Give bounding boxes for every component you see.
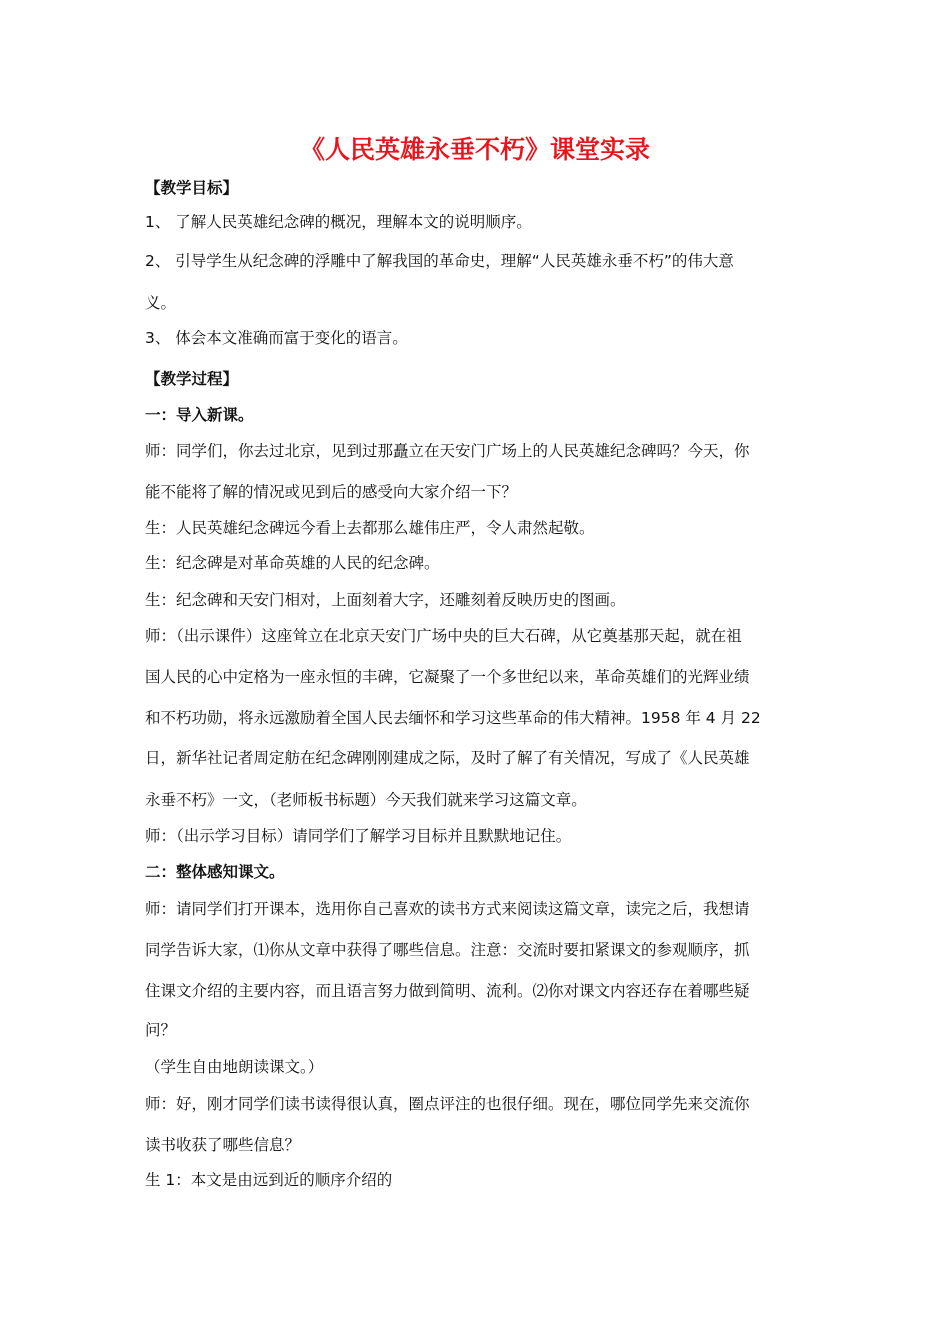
document-title: 《人民英雄永垂不朽》课堂实录 (299, 135, 650, 164)
paragraph-line: 读书收获了哪些信息？ (145, 1136, 301, 1154)
paragraph-line: 问？ (145, 1021, 177, 1039)
section-heading: 二：整体感知课文。 (145, 863, 285, 881)
paragraph-line: 师：（出示学习目标）请同学们了解学习目标并且默默地记住。 (145, 827, 572, 845)
paragraph-line: 生：纪念碑和天安门相对，上面刻着大字，还雕刻着反映历史的图画。 (145, 591, 626, 609)
paragraph-line: 住课文介绍的主要内容，而且语言努力做到简明、流利。⑵你对课文内容还存在着哪些疑 (145, 982, 750, 1000)
paragraph-line: 生 1：本文是由远到近的顺序介绍的 (145, 1171, 393, 1189)
paragraph-line: 国人民的心中定格为一座永恒的丰碑，它凝聚了一个多世纪以来，革命英雄们的光辉业绩 (145, 668, 750, 686)
paragraph-line: 日，新华社记者周定舫在纪念碑刚刚建成之际，及时了解了有关情况，写成了《人民英雄 (145, 749, 750, 767)
paragraph-line: 1、 了解人民英雄纪念碑的概况，理解本文的说明顺序。 (145, 213, 532, 231)
section-heading: 一：导入新课。 (145, 406, 254, 424)
paragraph-line: 师：好，刚才同学们读书读得很认真，圈点评注的也很仔细。现在，哪位同学先来交流你 (145, 1095, 750, 1113)
paragraph-line: 永垂不朽》一文，（老师板书标题）今天我们就来学习这篇文章。 (145, 791, 587, 809)
paragraph-line: 生：人民英雄纪念碑远今看上去都那么雄伟庄严，令人肃然起敬。 (145, 519, 595, 537)
paragraph-line: 能不能将了解的情况或见到后的感受向大家介绍一下？ (145, 483, 518, 501)
paragraph-line: 师：（出示课件）这座耸立在北京天安门广场中央的巨大石碑，从它奠基那天起，就在祖 (145, 627, 742, 645)
paragraph-line: 3、 体会本文准确而富于变化的语言。 (145, 329, 408, 347)
section-heading: 【教学目标】 (145, 179, 239, 197)
paragraph-line: 义。 (145, 294, 177, 312)
paragraph-line: 师：请同学们打开课本，选用你自己喜欢的读书方式来阅读这篇文章，读完之后，我想请 (145, 900, 750, 918)
section-heading: 【教学过程】 (145, 370, 239, 388)
paragraph-line: 同学告诉大家，⑴你从文章中获得了哪些信息。注意：交流时要扣紧课文的参观顺序，抓 (145, 941, 750, 959)
paragraph-line: （学生自由地朗读课文。） (145, 1058, 324, 1076)
paragraph-line: 生：纪念碑是对革命英雄的人民的纪念碑。 (145, 554, 440, 572)
paragraph-line: 和不朽功勋，将永远激励着全国人民去缅怀和学习这些革命的伟大精神。1958 年 4 月 22 (145, 709, 761, 727)
paragraph-line: 师：同学们，你去过北京，见到过那矗立在天安门广场上的人民英雄纪念碑吗？今天，你 (145, 442, 750, 460)
paragraph-line: 2、 引导学生从纪念碑的浮雕中了解我国的革命史，理解“人民英雄永垂不朽”的伟大意 (145, 252, 734, 270)
